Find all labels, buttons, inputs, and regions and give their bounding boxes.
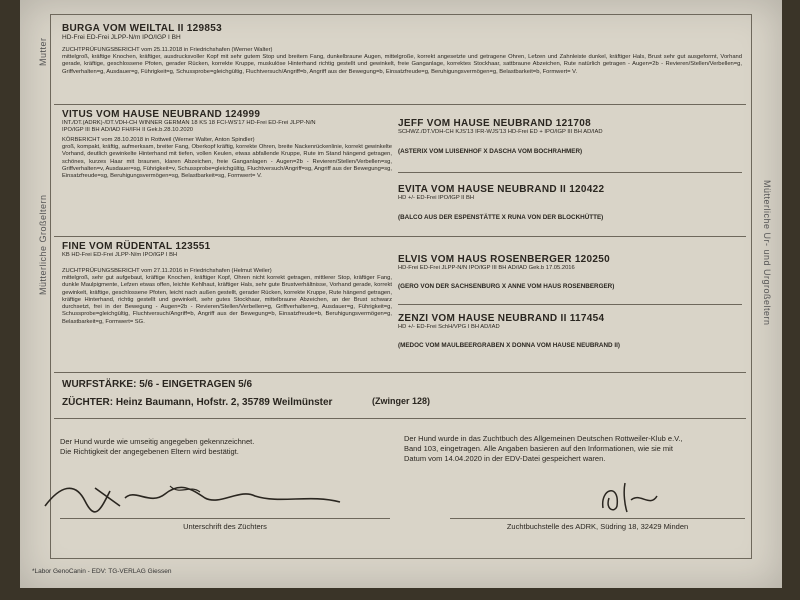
grandmother-name: FINE VOM RÜDENTAL 123551 <box>62 241 211 252</box>
great-grandparent-4-name: ZENZI VOM HAUSE NEUBRAND II 117454 <box>398 313 605 324</box>
breeder-signature-line <box>60 518 390 519</box>
grandfather-report-heading: KÖRBERICHT vom 28.10.2018 in Rottweil (Werner Walter, Anton Spindler) <box>62 137 255 143</box>
great-grandparent-4-titles: HD +/- ED-Frei SchH/VPG I BH AD/IAD <box>398 324 500 330</box>
side-label-mother: Mutter <box>38 37 48 67</box>
note-right-line-1: Der Hund wurde in das Zuchtbuch des Allgemeinen Deutschen Rottweiler-Klub e.V., <box>404 434 683 443</box>
great-grandparent-2-titles: HD +/- ED-Frei IPO/IGP II BH <box>398 195 475 201</box>
mother-report-heading: ZUCHTPRÜFUNGSBERICHT vom 25.11.2018 in Friedrichshafen (Werner Walter) <box>62 47 273 53</box>
great-grandparent-3-titles: HD-Frei ED-Frei JLPP-N/N IPO/IGP III BH AD/IAD Gek.b 17.05.2016 <box>398 265 575 271</box>
club-signature-caption: Zuchtbuchstelle des ADRK, Südring 18, 32429 Minden <box>506 522 689 531</box>
mother-titles: HD-Frei ED-Frei JLPP-N/m IPO/IGP I BH <box>62 34 181 41</box>
great-grandparent-4-block <box>398 313 743 349</box>
great-grandparent-2-parents: (BALCO AUS DER ESPENSTÄTTE X RUNA VON DER BLOCKHÜTTE) <box>398 214 604 221</box>
mother-name: BURGA VOM WEILTAL II 129853 <box>62 23 222 34</box>
grandfather-titles-1: INT./DT.(ADRK)-/DT.VDH-CH WINNER GERMAN 18 KS 18 FCI-WS'17 HD-Frei ED-Frei JLPP-N/N <box>62 120 316 126</box>
great-grandparent-1-titles: SCHWZ./DT.VDH-CH KJS'13 IFR-WJS'13 HD-Frei ED + IPO/IGP III BH AD/IAD <box>398 129 603 135</box>
grandfather-block <box>62 109 392 180</box>
grandmother-report-heading: ZUCHTPRÜFUNGSBERICHT vom 27.11.2016 in Friedrichshafen (Helmut Weiler) <box>62 268 272 274</box>
grandfather-name: VITUS VOM HAUSE NEUBRAND 124999 <box>62 109 261 120</box>
breeder-signature <box>40 476 360 516</box>
breeder-label: ZÜCHTER: Heinz Baumann, Hofstr. 2, 35789 Weilmünster <box>62 397 333 408</box>
great-grandparent-1-block <box>398 118 743 155</box>
great-grandparent-1-parents: (ASTERIX VOM LUISENHOF X DASCHA VOM BOCHRAHMER) <box>398 148 583 155</box>
divider-gg3 <box>398 304 742 305</box>
note-left-line-2: Die Richtigkeit der angegebenen Eltern wird bestätigt. <box>60 447 239 456</box>
great-grandparent-3-block <box>398 254 743 290</box>
footer-note: *Labor GenoCanin - EDV: TG-VERLAG Giessen <box>32 568 172 575</box>
note-right-line-2: Band 103, eingetragen. Alle Angaben basieren auf den Informationen, wie sie mit <box>404 444 673 453</box>
grandfather-report-text: groß, kompakt, kräftig, aufmerksam, breiter Fang, Oberkopf kräftig, korrekte Ohren, breite Nackenrückenlinie, korrekt gewinkelte Vorhand, deutlich gewinkelte Hinterhand mit tiefen, vollen Keulen, etwas abfallende Kruppe, Rute im Stand hängend getragen, schönes, kurzes Haar mit braunen, klaren Abzeichen, freie Ganganlagen - Augen=2b - Revieren/Stellen/Verbellen=sg, Griffverhalten=v, Ausdauer=sg, Führigkeit=v, Schussprobe=gleichgültig, Fluchtversuch/Angriff=sg, Angriff aus der Bewegung=sg, Einsatzfreude=sg, Beruhigungsvermögen=sg, Belastbarkeit=sg, Formwert= V. <box>62 144 392 180</box>
great-grandparent-4-parents: (MEDOC VOM MAULBEERGRABEN X DONNA VOM HAUSE NEUBRAND II) <box>398 342 620 349</box>
club-signature <box>595 478 665 516</box>
great-grandparent-2-name: EVITA VOM HAUSE NEUBRAND II 120422 <box>398 184 605 195</box>
litter-size: WURFSTÄRKE: 5/6 - EINGETRAGEN 5/6 <box>62 379 253 390</box>
divider-breeder <box>54 418 746 419</box>
grandmother-report-text: mittelgroß, sehr gut aufgebaut, kräftige Knochen, kräftiger Kopf, Ohren nicht korrekt getragen, mittlerer Stop, kräftiger Fang, dunkle Maulpigmente, Lefzen etwas offen, leichte Kehlhaut, kräftiger Hals, sehr gute Brustverhältnisse, Vorhand gerade, korrekt gewinkelt, kräftige, geschlossene Pfoten, leicht nach außen gestellt, gerader Rücken, korrekte Kruppe, Rute hängend getragen, kräftige Hinterhand, richtig gestellt und gewinkelt, sehr gutes Stockhaar, mittelbraune Abzeichen, an der Brust schwarz durchsetzt, frei in der Bewegung - Augen=2b - Revieren/Stellen/Verbellen=g, Griffverhalten=g, Ausdauer=g, Führigkeit=g, Schussprobe=gleichgültig, Fluchtversuch/Angriff=b, Angriff aus der Bewegung=b, Einsatzfreude=b, Beruhigungsvermögen=g, Belastbarkeit=g, Formwert= SG. <box>62 275 392 325</box>
note-left <box>60 437 380 457</box>
pedigree-sheet <box>20 0 782 588</box>
divider-gg1 <box>398 172 742 173</box>
great-grandparent-2-block <box>398 184 743 221</box>
great-grandparent-3-name: ELVIS VOM HAUS ROSENBERGER 120250 <box>398 254 610 265</box>
grandmother-block <box>62 241 392 326</box>
mother-block <box>62 23 742 76</box>
note-right <box>404 434 744 464</box>
side-label-great-grandparents: Mütterliche Ur- und Urgroßeltern <box>762 180 772 326</box>
divider-grandfather <box>54 236 746 237</box>
grandfather-titles-2: IPO/IGP III BH AD/IAD FH/IFH II Gek.b.28.10.2020 <box>62 127 194 133</box>
divider-mother <box>54 104 746 105</box>
grandmother-titles: KB HD-Frei ED-Frei JLPP-N/m IPO/IGP I BH <box>62 252 178 258</box>
club-signature-line <box>450 518 745 519</box>
breeder-signature-caption: Unterschrift des Züchters <box>183 522 267 531</box>
great-grandparent-3-parents: (GERO VON DER SACHSENBURG X ANNE VOM HAUS ROSENBERGER) <box>398 283 615 290</box>
note-left-line-1: Der Hund wurde wie umseitig angegeben gekennzeichnet. <box>60 437 255 446</box>
note-right-line-3: Datum vom 14.04.2020 in der EDV-Datei gespeichert waren. <box>404 454 606 463</box>
kennel-number: (Zwinger 128) <box>372 396 431 406</box>
side-label-grandparents: Mütterliche Großeltern <box>38 194 48 296</box>
divider-grandmother <box>54 372 746 373</box>
great-grandparent-1-name: JEFF VOM HAUSE NEUBRAND 121708 <box>398 118 591 129</box>
mother-report-text: mittelgroß, kräftige Knochen, kräftiger, ausdrucksvoller Kopf mit sehr gutem Stop und breitem Fang, dunkelbraune Augen, mittelgroße, korrekt angesetzte und getragene Ohren, Lefzen und Zahnleiste dunkel, kräftiger Hals, Brust sehr gut ausgeformt, Vorhand gerade, kräftige, geschlossene Pfoten, gerader Rücken, korrekte Kruppe, muskulöse Hinterhand richtig gestellt und gewinkelt, freie Ganganlage, korrektes Stockhaar, sattbraune Abzeichen, Rute natürlich getragen - Augen=2b - Revieren/Stellen/Verbellen=g, Griffverhalten=g, Ausdauer=g, Führigkeit=g, Schussprobe=gleichgültig, Fluchtversuch/Angriff=b, Angriff aus der Bewegung=b, Einsatzfreude=g, Beruhigungsvermögen=g, Belastbarkeit=b, Formwert= V. <box>62 54 742 75</box>
